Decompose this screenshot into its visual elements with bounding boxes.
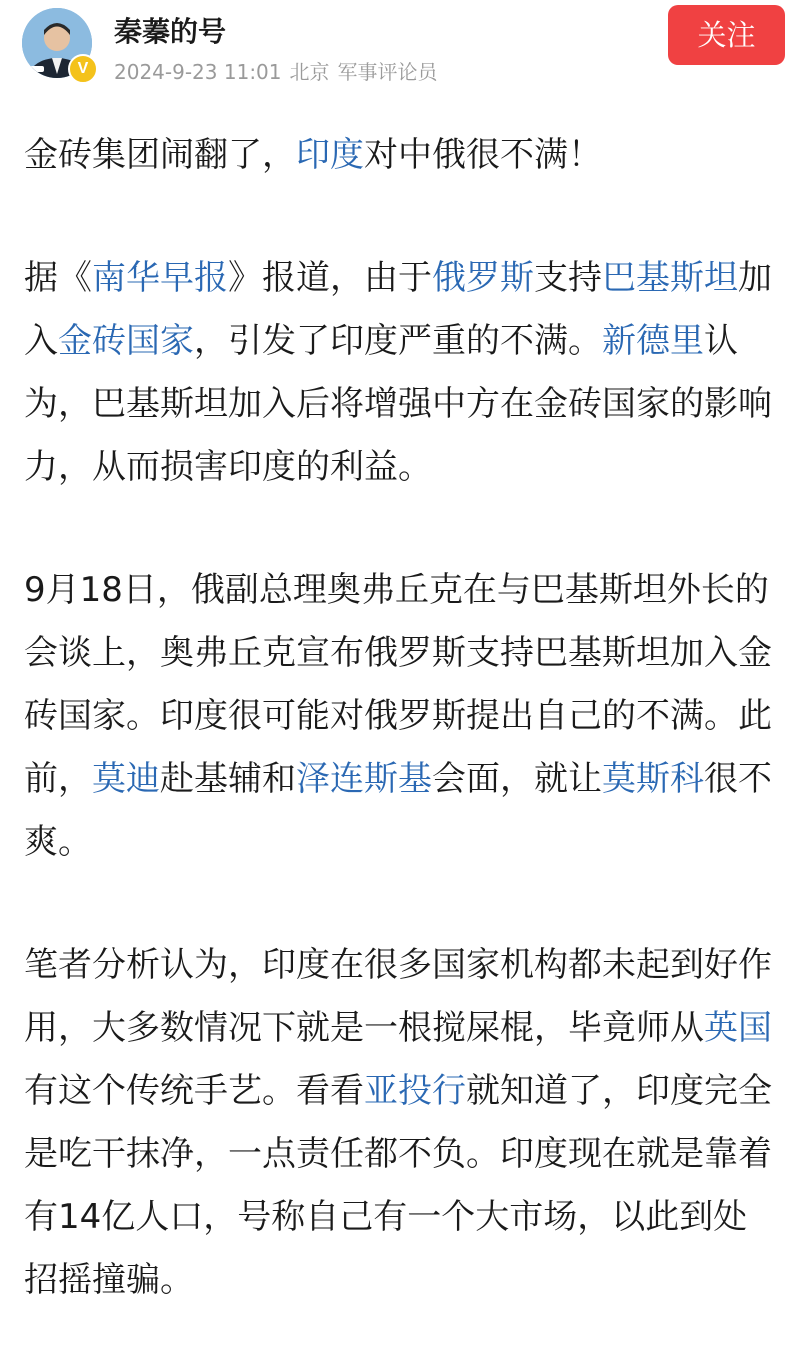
link-brics[interactable]: 金砖国家 — [58, 321, 194, 361]
text: 认为，巴基斯坦加入后将增强中方在金砖国家的影响力，从而损害印度的利益。 — [24, 321, 772, 487]
text: 金砖集团闹翻了， — [24, 135, 296, 175]
text: 加入 — [24, 258, 772, 361]
post-location: 北京 — [289, 60, 330, 84]
link-uk[interactable]: 英国 — [704, 1008, 772, 1048]
link-modi[interactable]: 莫迪 — [92, 759, 160, 799]
text: 很不爽。 — [24, 759, 772, 862]
link-moscow[interactable]: 莫斯科 — [602, 759, 704, 799]
text: 据《 — [24, 258, 92, 298]
paragraph-2 — [24, 247, 774, 499]
post-header — [0, 0, 787, 100]
link-russia[interactable]: 俄罗斯 — [432, 258, 534, 298]
link-scmp[interactable]: 南华早报 — [92, 258, 228, 298]
article-body — [24, 124, 774, 1372]
text: 支持 — [534, 258, 602, 298]
text: 赴基辅和 — [160, 759, 296, 799]
text: 会面，就让 — [432, 759, 602, 799]
post-date: 2024-9-23 11:01 — [114, 60, 282, 84]
link-pakistan[interactable]: 巴基斯坦 — [602, 258, 738, 298]
link-zelensky[interactable]: 泽连斯基 — [296, 759, 432, 799]
verified-badge-icon: V — [68, 54, 98, 84]
text: 9月18日，俄副总理奥弗丘克在与巴基斯坦外长的会谈上，奥弗丘克宣布俄罗斯支持巴基斯坦加入金砖国家。印度很可能对俄罗斯提出自己的不满。此前， — [24, 570, 772, 799]
paragraph-1 — [24, 124, 774, 187]
paragraph-3 — [24, 559, 774, 874]
text: ，引发了印度严重的不满。 — [194, 321, 602, 361]
text: 有这个传统手艺。看看 — [24, 1071, 364, 1111]
paragraph-4 — [24, 934, 774, 1312]
author-role: 军事评论员 — [337, 60, 438, 84]
text: 笔者分析认为，印度在很多国家机构都未起到好作用，大多数情况下就是一根搅屎棍，毕竟师从 — [24, 945, 772, 1048]
link-new-delhi[interactable]: 新德里 — [602, 321, 704, 361]
text: 就知道了，印度完全是吃干抹净，一点责任都不负。印度现在就是靠着有14亿人口，号称自己有一个大市场，以此到处招摇撞骗。 — [24, 1071, 772, 1300]
text: 对中俄很不满！ — [364, 135, 602, 175]
link-aiib[interactable]: 亚投行 — [364, 1071, 466, 1111]
follow-button[interactable]: 关注 — [668, 5, 785, 65]
author-name[interactable]: 秦蓁的号 — [114, 15, 227, 48]
link-india[interactable]: 印度 — [296, 135, 364, 175]
text: 》报道，由于 — [228, 258, 432, 298]
post-meta — [114, 56, 446, 85]
